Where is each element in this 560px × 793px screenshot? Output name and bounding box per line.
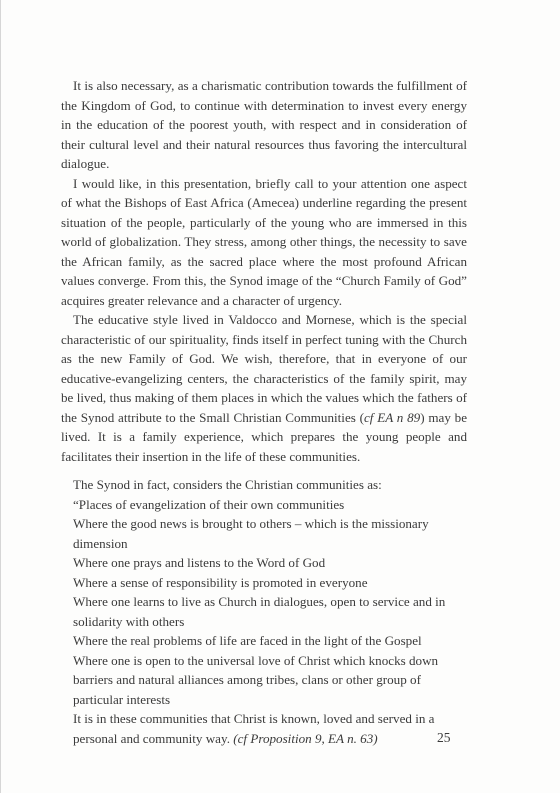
paragraph-2: I would like, in this presentation, briefly call to your attention one aspect of what the Bishops of East Africa (Amecea) underline regarding the present situation of the people, particularly of the young who are immersed in this world of globalization. They stress, among other things, the necessity to save the African family, as the sacred place where the most profound African values converge. From this, the Synod image of the “Church Family of God” acquires greater relevance and a character of urgency. bbox=[61, 175, 467, 308]
list-item: Where one learns to live as Church in dialogues, open to service and in solidarity with others bbox=[73, 594, 446, 629]
list-item: Where one is open to the universal love of Christ which knocks down barriers and natural alliances among tribes, clans or other group of particular interests bbox=[73, 652, 439, 707]
list-item: Where the good news is brought to others – which is the missionary dimension bbox=[73, 516, 429, 551]
list-intro: The Synod in fact, considers the Christian communities as: bbox=[73, 477, 382, 492]
body-text bbox=[61, 76, 467, 748]
paragraph-3-text-end: ) may be lived. It is a family experience, which prepares the young people and facilitates their insertion in the life of these communities. bbox=[61, 409, 468, 464]
paragraph-1: It is also necessary, as a charismatic contribution towards the fulfillment of the Kingdom of God, to continue with determination to invest every energy in the education of the poorest youth, with respect and in consideration of their cultural level and their natural resources thus favoring the intercultural dialogue. bbox=[61, 78, 467, 171]
paragraph-3 bbox=[61, 310, 467, 466]
citation: (cf Proposition 9, EA n. 63) bbox=[233, 730, 378, 746]
closing-paragraph bbox=[61, 709, 467, 748]
page-number: 25 bbox=[437, 730, 451, 745]
list-item: “Places of evangelization of their own communities bbox=[73, 496, 345, 512]
list-item: Where the real problems of life are faced in the light of the Gospel bbox=[73, 633, 422, 648]
list-item: Where a sense of responsibility is promoted in everyone bbox=[73, 574, 368, 590]
reference-cf-ea-89: cf EA n 89 bbox=[364, 409, 421, 425]
list-item: Where one prays and listens to the Word of God bbox=[73, 555, 326, 570]
closing-text: It is in these communities that Christ is known, loved and served in a personal and community way. bbox=[73, 711, 435, 746]
paragraph-3-text: The educative style lived in Valdocco and Mornese, which is the special characteristic of our spirituality, finds itself in perfect tuning with the Church as the new Family of God. We wish, therefore, that in everyone of our educative-evangelizing centers, the characteristics of the family spirit, may be lived, thus making of them places in which the values which the fathers of the Synod attribute to the Small Christian Communities ( bbox=[61, 312, 467, 425]
